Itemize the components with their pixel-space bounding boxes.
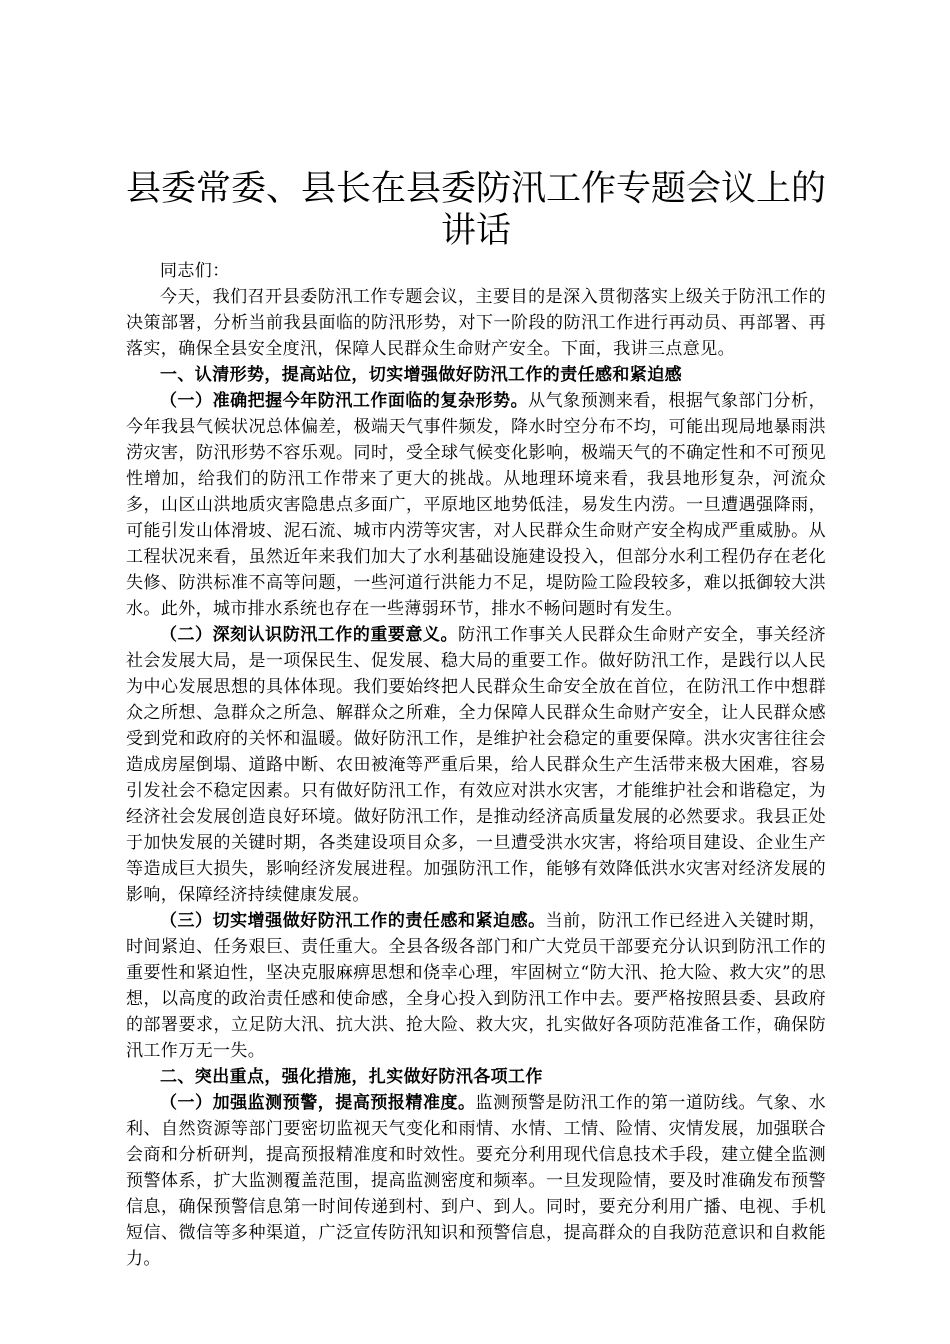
document-title — [126, 168, 826, 252]
title-line-1: 县委常委、县长在县委防汛工作专题会议上的 — [126, 169, 827, 209]
section-2-paragraph-1 — [126, 1090, 826, 1272]
section-2-heading: 二、突出重点，强化措施，扎实做好防汛各项工作 — [160, 1067, 543, 1087]
paragraph-text: 当前，防汛工作已经进入关键时期，时间紧迫、任务艰巨、责任重大。全县各级各部门和广大党员干部要充分认识到防汛工作的重要性和紧迫性，坚决克服麻痹思想和侥幸心理，牢固树立“防大汛、抢大险、救大灾”的思想，以高度的政治责任感和使命感，全身心投入到防汛工作中去。要严格按照县委、县政府的部署要求，立足防大汛、抗大洪、抢大险、救大灾，扎实做好各项防范准备工作，确保防汛工作万无一失。 — [126, 911, 826, 1061]
paragraph-lead: （二）深刻认识防汛工作的重要意义。 — [160, 625, 458, 645]
intro-paragraph: 今天，我们召开县委防汛工作专题会议，主要目的是深入贯彻落实上级关于防汛工作的决策部署，分析当前我县面临的防汛形势，对下一阶段的防汛工作进行再动员、再部署、再落实，确保全县安全度汛，保障人民群众生命财产安全。下面，我讲三点意见。 — [126, 287, 826, 359]
paragraph-text: 从气象预测来看，根据气象部门分析，今年我县气候状况总体偏差，极端天气事件频发，降水时空分布不均，可能出现局地暴雨洪涝灾害，防汛形势不容乐观。同时，受全球气候变化影响，极端天气的不确定性和不可预见性增加，给我们的防汛工作带来了更大的挑战。从地理环境来看，我县地形复杂，河流众多，山区山洪地质灾害隐患点多面广，平原地区地势低洼，易发生内涝。一旦遭遇强降雨，可能引发山体滑坡、泥石流、城市内涝等灾害，对人民群众生命财产安全构成严重威胁。从工程状况来看，虽然近年来我们加大了水利基础设施建设投入，但部分水利工程仍存在老化失修、防洪标准不高等问题，一些河道行洪能力不足，堤防险工险段较多，难以抵御较大洪水。此外，城市排水系统也存在一些薄弱环节，排水不畅问题时有发生。 — [126, 391, 826, 619]
paragraph-lead: （一）准确把握今年防汛工作面临的复杂形势。 — [160, 391, 529, 411]
paragraph-lead: （一）加强监测预警，提高预报精准度。 — [160, 1093, 476, 1113]
section-1-paragraph-2 — [126, 622, 826, 908]
title-line-2: 讲话 — [440, 211, 511, 251]
section-1-paragraph-3 — [126, 908, 826, 1064]
paragraph-text: 监测预警是防汛工作的第一道防线。气象、水利、自然资源等部门要密切监视天气变化和雨情、水情、工情、险情、灾情发展，加强联合会商和分析研判，提高预报精准度和时效性。要充分利用现代信息技术手段，建立健全监测预警体系，扩大监测覆盖范围，提高监测密度和频率。一旦发现险情，要及时准确发布预警信息，确保预警信息第一时间传递到村、到户、到人。同时，要充分利用广播、电视、手机短信、微信等多种渠道，广泛宣传防汛知识和预警信息，提高群众的自我防范意识和自救能力。 — [126, 1093, 827, 1269]
document-page — [126, 168, 826, 1272]
paragraph-lead: （三）切实增强做好防汛工作的责任感和紧迫感。 — [160, 911, 546, 931]
paragraph-text: 防汛工作事关人民群众生命财产安全，事关经济社会发展大局，是一项保民生、促发展、稳大局的重要工作。做好防汛工作，是践行以人民为中心发展思想的具体体现。我们要始终把人民群众生命安全放在首位，在防汛工作中想群众之所想、急群众之所急、解群众之所难，全力保障人民群众生命财产安全，让人民群众感受到党和政府的关怀和温暖。做好防汛工作，是维护社会稳定的重要保障。洪水灾害往往会造成房屋倒塌、道路中断、农田被淹等严重后果，给人民群众生产生活带来极大困难，容易引发社会不稳定因素。只有做好防汛工作，有效应对洪水灾害，才能维护社会和谐稳定，为经济社会发展创造良好环境。做好防汛工作，是推动经济高质量发展的必然要求。我县正处于加快发展的关键时期，各类建设项目众多，一旦遭受洪水灾害，将给项目建设、企业生产等造成巨大损失，影响经济发展进程。加强防汛工作，能够有效降低洪水灾害对经济发展的影响，保障经济持续健康发展。 — [126, 625, 826, 905]
section-1-heading: 一、认清形势，提高站位，切实增强做好防汛工作的责任感和紧迫感 — [160, 365, 682, 385]
salutation: 同志们： — [160, 261, 230, 281]
document-body — [126, 258, 826, 1272]
section-1-paragraph-1 — [126, 388, 826, 622]
